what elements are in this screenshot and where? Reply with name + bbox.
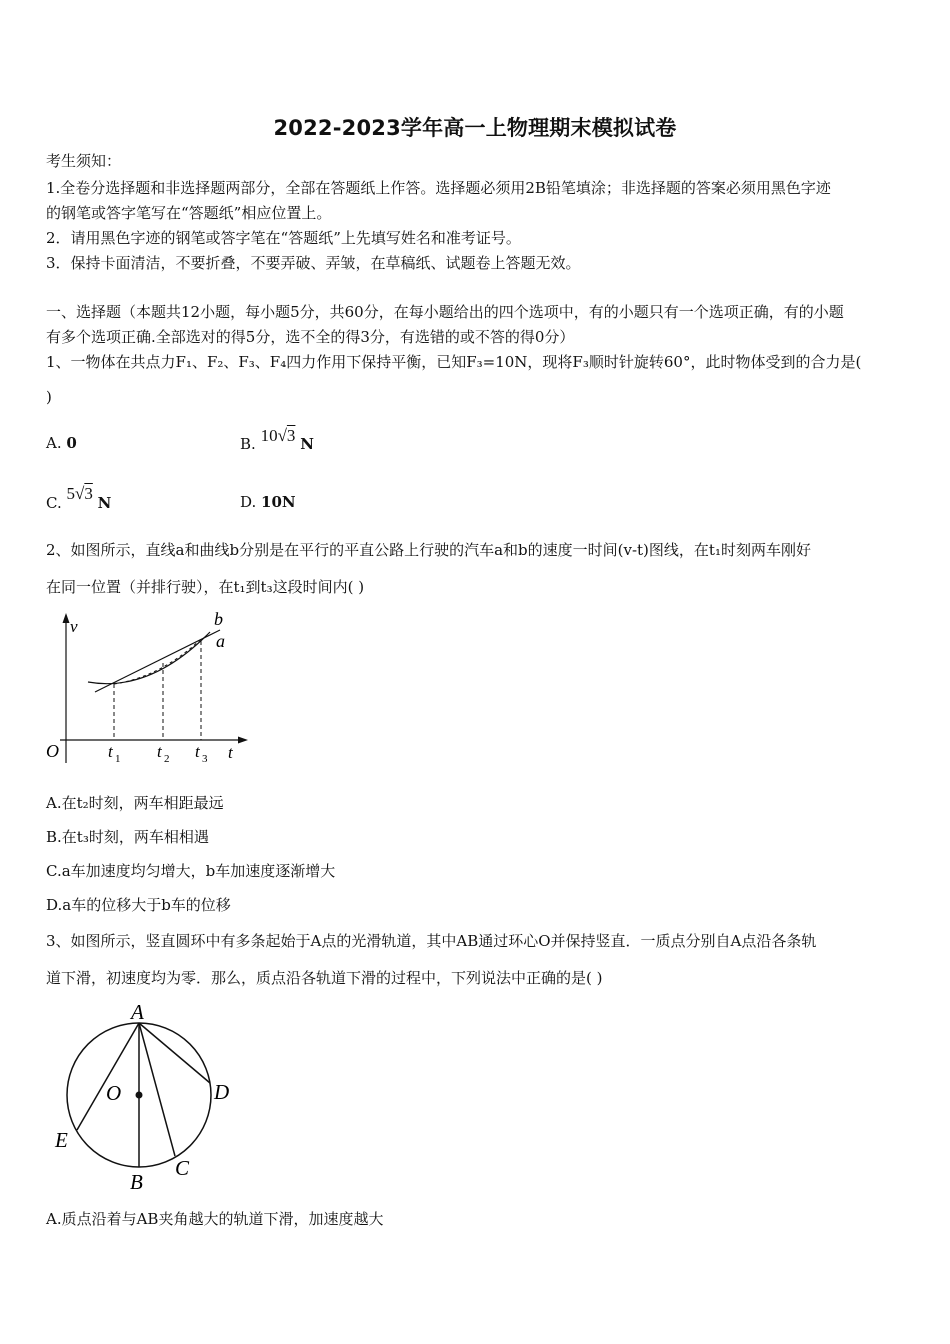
point-d-label: D — [214, 1080, 230, 1104]
q3-option-a: A.质点沿着与AB夹角越大的轨道下滑，加速度越大 — [46, 1210, 384, 1228]
page-title: 2022-2023学年高一上物理期末模拟试卷 — [273, 116, 677, 140]
q1-option-b — [240, 426, 314, 453]
t1-subscript: 1 — [115, 753, 121, 765]
q1-option-d-value: 10N — [261, 493, 296, 511]
notice-item-1: 1.全卷分选择题和非选择题两部分，全部在答题纸上作答。选择题必须用2B铅笔填涂；非选择题的答案必须用黑色字迹 — [46, 179, 831, 197]
notice-item-1-cont: 的钢笔或答字笔写在“答题纸”相应位置上。 — [46, 204, 332, 222]
q1-option-b-label: B. — [240, 435, 256, 453]
q1-option-c — [46, 484, 112, 512]
track-ac — [139, 1023, 175, 1156]
center-dot — [136, 1092, 143, 1099]
vt-graph — [40, 605, 260, 775]
q3-stem-line2: 道下滑，初速度均为零．那么，质点沿各轨道下滑的过程中，下列说法中正确的是( ) — [46, 969, 603, 987]
q1-option-c-unit: N — [97, 494, 112, 512]
center-o-label: O — [106, 1081, 122, 1105]
t2-subscript: 2 — [164, 753, 170, 765]
section-heading-line2: 有多个选项正确.全部选对的得5分，选不全的得3分，有选错的或不答的得0分） — [46, 328, 575, 346]
q1-option-b-unit: N — [300, 435, 314, 453]
q2-option-d: D.a车的位移大于b车的位移 — [46, 896, 231, 914]
sqrt-icon: √ — [277, 426, 287, 445]
q1-option-c-radicand: 3 — [84, 484, 93, 503]
q3-stem-line1: 3、如图所示，竖直圆环中有多条起始于A点的光滑轨道，其中AB通过环心O并保持竖直．一质点分别自A点沿各条轨 — [46, 932, 817, 950]
v-axis-label: v — [70, 617, 78, 636]
point-c-label: C — [175, 1156, 190, 1180]
q1-option-b-radicand: 3 — [286, 426, 296, 445]
q1-option-c-label: C. — [46, 494, 62, 512]
origin-label: O — [46, 741, 59, 761]
q2-stem-line1: 2、如图所示，直线a和曲线b分别是在平行的平直公路上行驶的汽车a和b的速度一时间(v-t)图线，在t₁时刻两车刚好 — [46, 541, 811, 559]
q2-stem-line2: 在同一位置（并排行驶），在t₁到t₃这段时间内( ) — [46, 578, 365, 596]
q1-option-a-label: A. — [46, 434, 62, 452]
circle-figure — [46, 995, 246, 1195]
q1-option-a — [46, 434, 77, 452]
track-ae — [77, 1023, 139, 1130]
t-axis-arrow-icon — [238, 737, 248, 744]
curve-b-label: b — [214, 609, 223, 629]
line-a-label: a — [216, 631, 225, 651]
q1-option-d — [240, 493, 296, 511]
q2-option-c: C.a车加速度均匀增大，b车加速度逐渐增大 — [46, 862, 336, 880]
q1-option-b-coef: 10 — [260, 426, 278, 445]
q2-option-a: A.在t₂时刻，两车相距最远 — [46, 794, 224, 812]
section-heading-line1: 一、选择题（本题共12小题，每小题5分，共60分，在每小题给出的四个选项中，有的小题只有一个选项正确，有的小题 — [46, 303, 844, 321]
line-a — [95, 630, 220, 692]
v-axis-arrow-icon — [63, 613, 70, 623]
t3-label: t — [195, 742, 200, 761]
curve-b — [88, 632, 210, 684]
point-a-label: A — [131, 1000, 144, 1024]
notice-item-2: 2．请用黑色字迹的钢笔或答字笔在“答题纸”上先填写姓名和准考证号。 — [46, 229, 521, 247]
notice-heading: 考生须知： — [46, 152, 122, 170]
q2-option-b: B.在t₃时刻，两车相相遇 — [46, 828, 209, 846]
sqrt-icon: √ — [75, 484, 85, 503]
point-b-label: B — [130, 1170, 143, 1194]
q1-stem-line2: ) — [46, 388, 52, 406]
q1-stem-line1: 1、一物体在共点力F₁、F₂、F₃、F₄四力作用下保持平衡，已知F₃=10N，现将F₃顺时针旋转60°，此时物体受到的合力是( — [46, 353, 862, 371]
t2-label: t — [157, 742, 162, 761]
q1-option-d-label: D. — [240, 493, 257, 511]
q1-option-c-coef: 5 — [66, 484, 75, 503]
t3-subscript: 3 — [202, 753, 208, 765]
point-e-label: E — [55, 1128, 68, 1152]
t-axis-label: t — [228, 743, 233, 762]
t1-label: t — [108, 742, 113, 761]
notice-item-3: 3．保持卡面清洁，不要折叠，不要弄破、弄皱，在草稿纸、试题卷上答题无效。 — [46, 254, 581, 272]
q1-option-a-value: 0 — [66, 434, 77, 452]
